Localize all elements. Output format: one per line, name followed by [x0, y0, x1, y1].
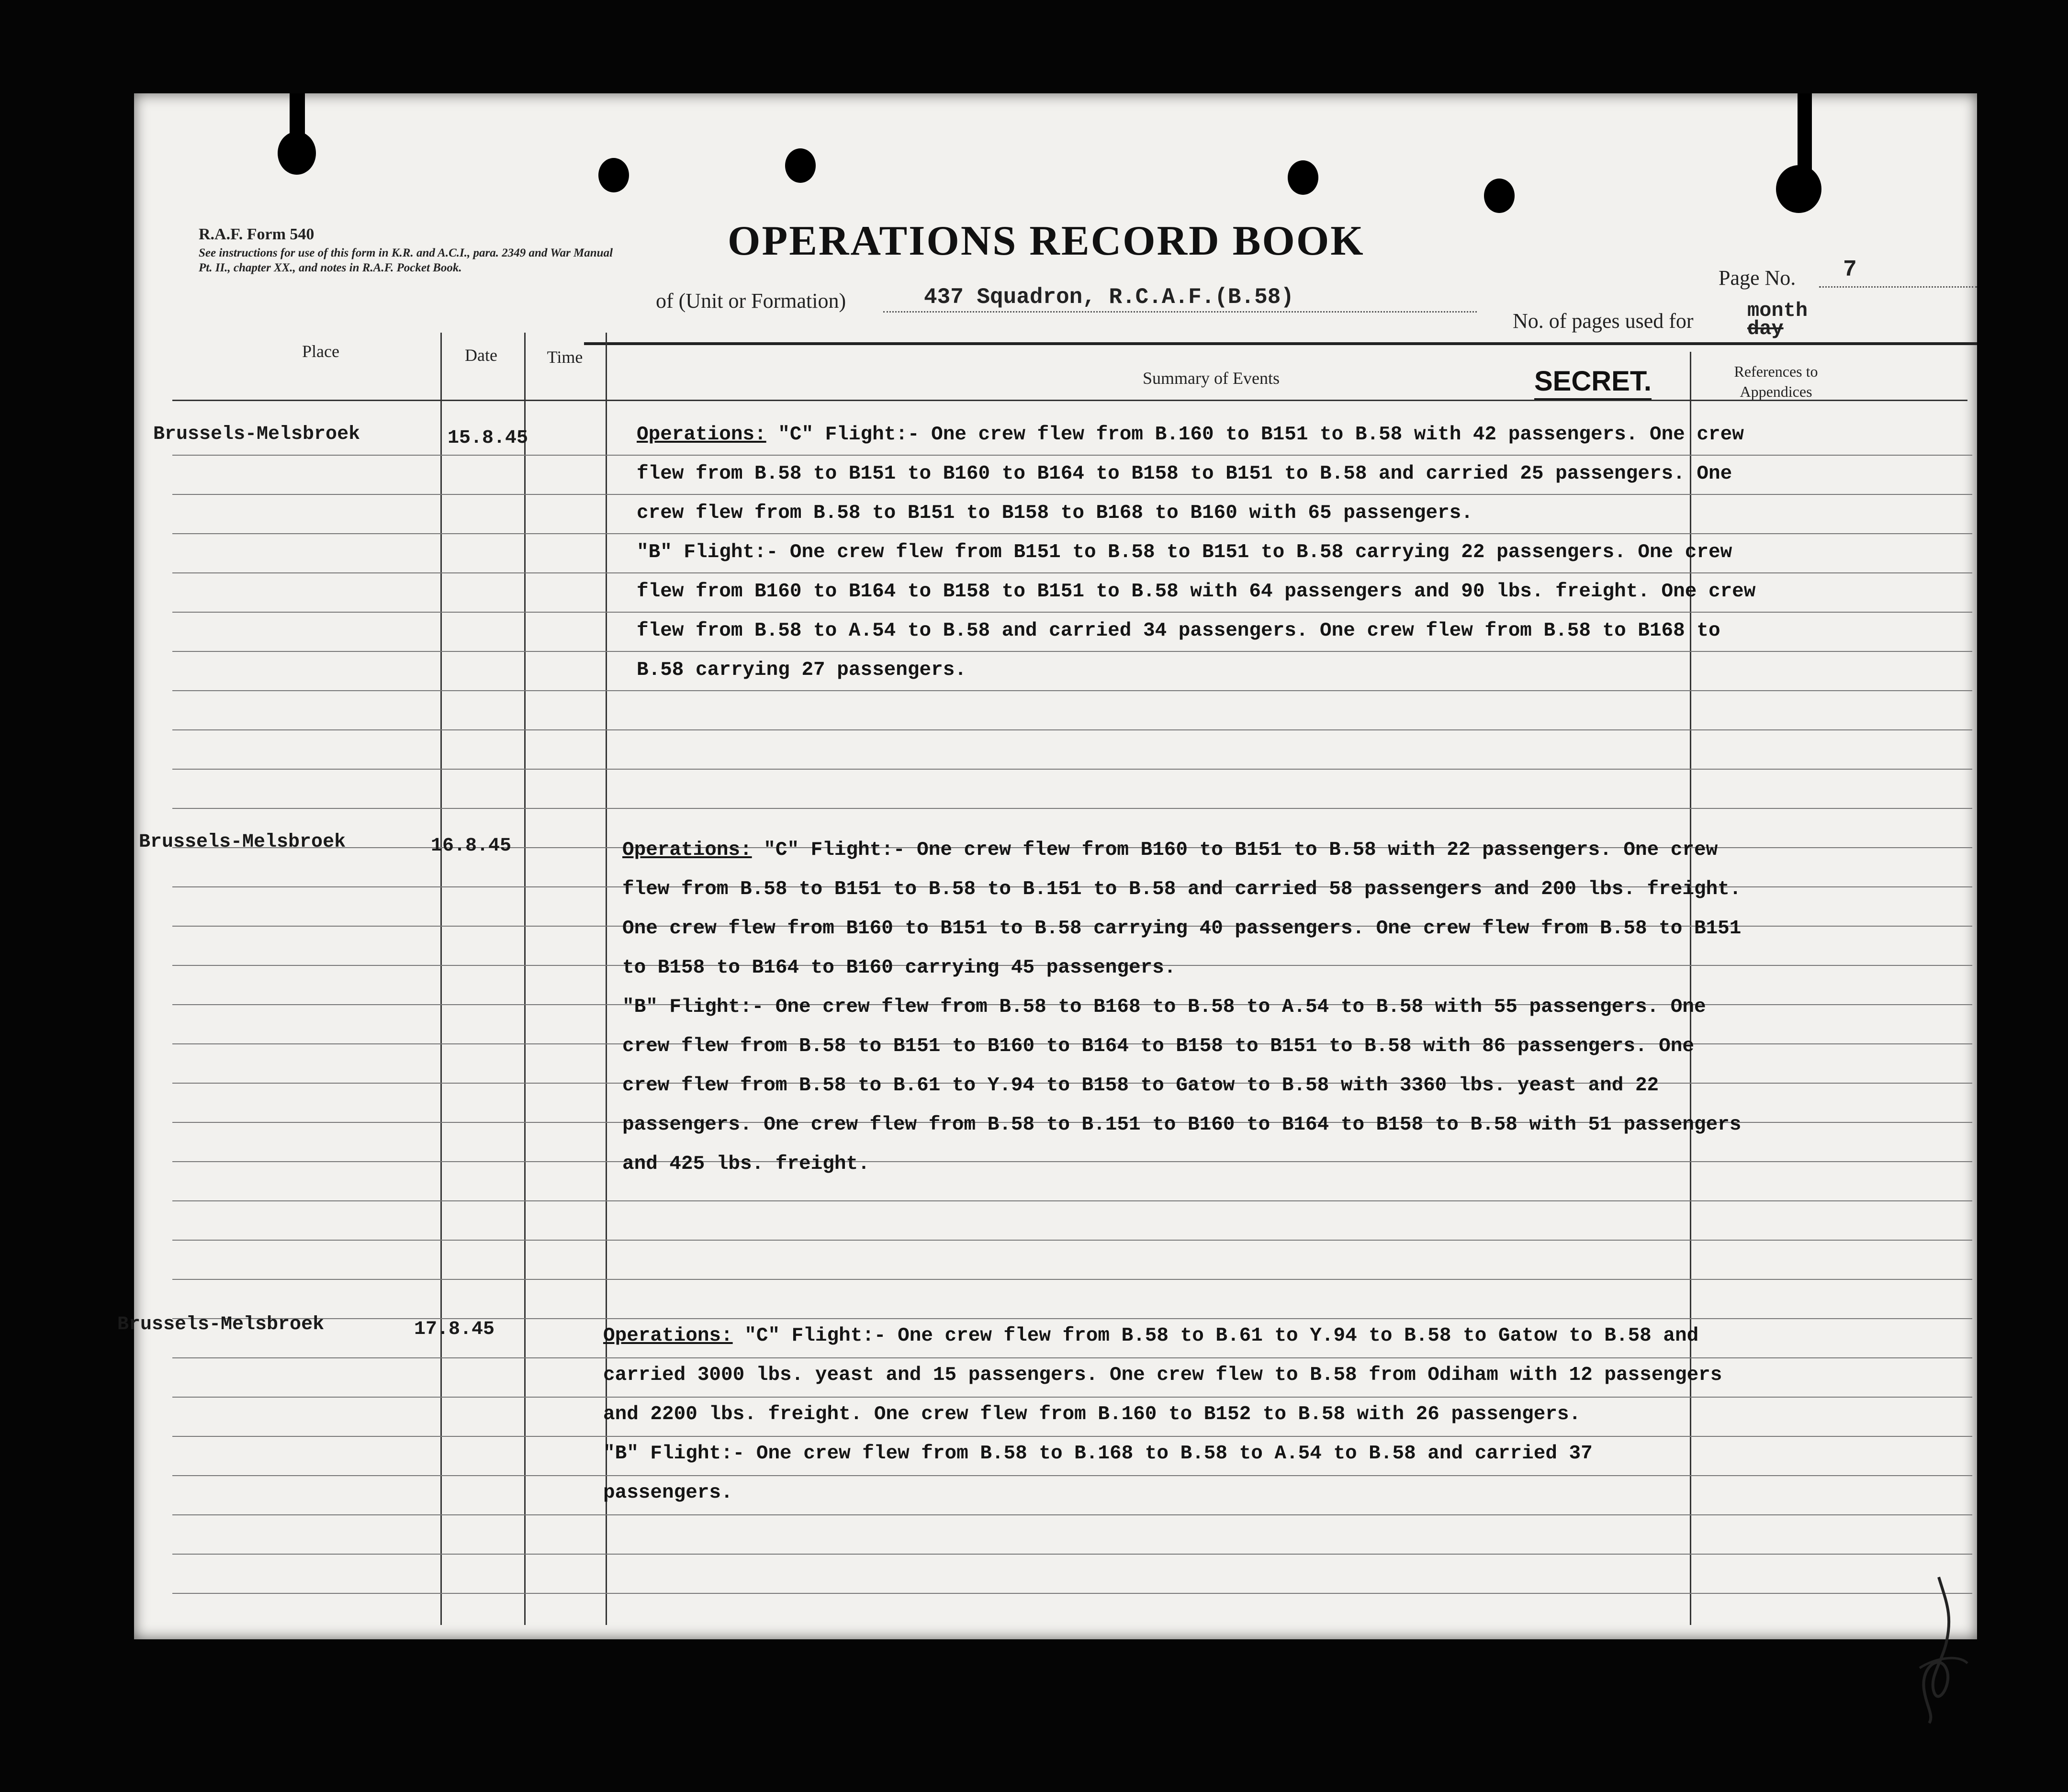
ruled-line — [172, 769, 1972, 770]
punch-hole — [1484, 179, 1515, 213]
record-sheet — [117, 93, 1977, 1639]
punch-hole — [290, 93, 305, 136]
column-header-references: References to Appendices — [1734, 363, 1818, 400]
signature-mark — [1900, 1572, 1977, 1725]
ruled-line — [172, 808, 1972, 809]
column-divider — [524, 333, 526, 1625]
entry-place: Brussels-Melsbroek — [153, 424, 360, 445]
classification-stamp: SECRET. — [1534, 365, 1652, 401]
b-flight-text: "B" Flight:- One crew flew from B151 to B.58 to B151 to B.58 carrying 22 passengers. One crew flew from B160 to B164 to B158 to B151 to B.58 with 64 passengers and 90 lbs. freight. One crew flew from B.58 to A.54 to B.58 and carried 34 passengers. One crew flew from B.58 to B168 to B.58 carrying 27 passengers. — [637, 541, 1756, 681]
operations-heading: Operations: — [622, 839, 752, 861]
unit-value: 437 Squadron, R.C.A.F.(B.58) — [924, 285, 1294, 310]
entry-place: Brussels-Melsbroek — [117, 1314, 325, 1335]
punch-hole — [598, 158, 629, 192]
b-flight-text: "B" Flight:- One crew flew from B.58 to B.168 to B.58 to A.54 to B.58 and carried 37 passengers. — [603, 1443, 1593, 1504]
column-header-time: Time — [547, 347, 583, 367]
entry-summary — [603, 1316, 1733, 1512]
page-underline — [1819, 286, 1977, 288]
entry-date: 17.8.45 — [414, 1319, 495, 1340]
c-flight-text: "C" Flight:- One crew flew from B.58 to B.61 to Y.94 to B.58 to Gatow to B.58 and carried 3000 lbs. yeast and 15 passengers. One crew flew to B.58 from Odiham with 12 passengers and 2200 lbs. freight. One crew flew from B.160 to B152 to B.58 with 26 passengers. — [603, 1325, 1722, 1425]
b-flight-text: "B" Flight:- One crew flew from B.58 to B168 to B.58 to A.54 to B.58 with 55 passengers. One crew flew from B.58 to B151 to B160 to B164 to B158 to B151 to B.58 with 86 passengers. One crew flew from B.58 to B.61 to Y.94 to B158 to Gatow to B.58 with 3360 lbs. yeast and 22 passengers. One crew flew from B.58 to B.151 to B160 to B164 to B158 to B.58 with 51 passengers and 425 lbs. freight. — [622, 996, 1742, 1175]
entry-summary — [637, 415, 1766, 690]
ruled-line — [172, 1554, 1972, 1555]
entry-date: 16.8.45 — [431, 835, 512, 857]
ruled-line — [172, 690, 1972, 691]
column-header-date: Date — [465, 346, 497, 365]
pages-used-label: No. of pages used for — [1513, 309, 1694, 333]
punch-hole — [1776, 165, 1821, 213]
c-flight-text: "C" Flight:- One crew flew from B160 to B151 to B.58 with 22 passengers. One crew flew from B.58 to B151 to B.58 to B.151 to B.58 and carried 58 passengers and 200 lbs. freight. One crew flew from B160 to B151 to B.58 carrying 40 passengers. One crew flew from B.58 to B151 to B158 to B164 to B160 carrying 45 passengers. — [622, 839, 1742, 979]
punch-hole — [1798, 93, 1812, 170]
operations-heading: Operations: — [637, 424, 766, 446]
page-number-label: Page No. — [1719, 266, 1796, 290]
ruled-line — [172, 1593, 1972, 1594]
column-header-place: Place — [302, 342, 339, 361]
column-header-summary: Summary of Events — [1143, 369, 1280, 388]
document-title: OPERATIONS RECORD BOOK — [728, 218, 1365, 264]
operations-heading: Operations: — [603, 1325, 733, 1347]
entry-summary — [622, 830, 1752, 1184]
entry-date: 15.8.45 — [448, 427, 528, 449]
punch-hole — [1288, 160, 1318, 195]
header-rule — [584, 342, 1977, 345]
ruled-line — [172, 1514, 1972, 1515]
ruled-line — [172, 1240, 1972, 1241]
form-number: R.A.F. Form 540 — [199, 225, 315, 243]
form-instructions: See instructions for use of this form in K.R. and A.C.I., para. 2349 and War Manual Pt. II., chapter XX., and notes in R.A.F. Pocket Book. — [199, 246, 613, 274]
column-divider — [440, 333, 442, 1625]
ruled-line — [172, 729, 1972, 730]
ruled-line — [172, 1279, 1972, 1280]
unit-underline — [883, 311, 1477, 313]
page-number-value: 7 — [1843, 257, 1857, 283]
pages-used-struck: day — [1747, 317, 1784, 340]
unit-label: of (Unit or Formation) — [656, 289, 846, 313]
entry-place: Brussels-Melsbroek — [139, 831, 346, 853]
punch-hole — [278, 132, 316, 175]
header-bottom-rule — [172, 400, 1967, 401]
punch-hole — [785, 148, 816, 183]
ruled-line — [172, 1200, 1972, 1201]
pages-used-value: month — [1747, 299, 1808, 322]
c-flight-text: "C" Flight:- One crew flew from B.160 to B151 to B.58 with 42 passengers. One crew flew from B.58 to B151 to B160 to B164 to B158 to B151 to B.58 and carried 25 passengers. One crew flew from B.58 to B151 to B158 to B168 to B160 with 65 passengers. — [637, 424, 1744, 524]
